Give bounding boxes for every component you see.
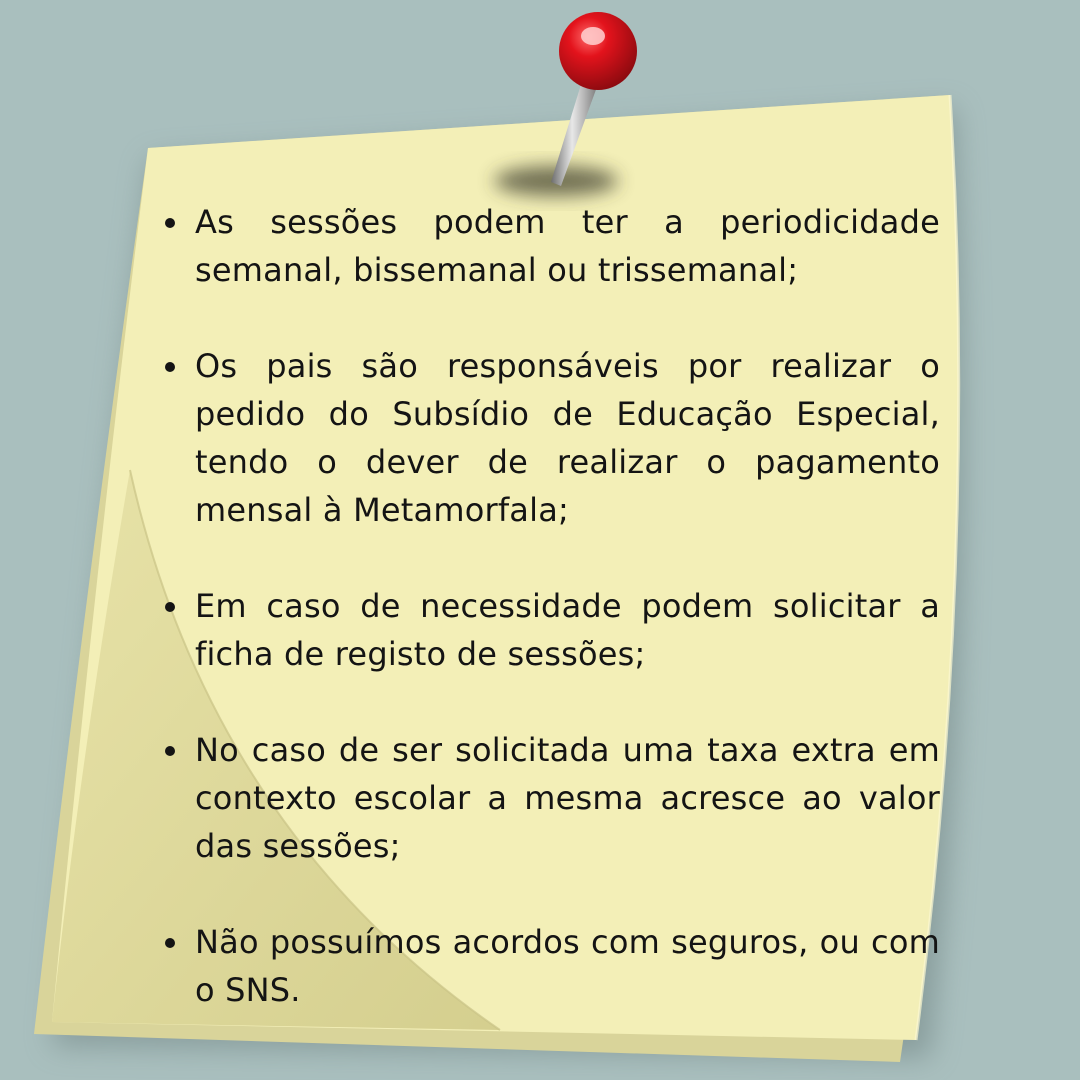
list-item-text: No caso de ser solicitada uma taxa extra em contexto escolar a mesma acresce ao valor das sessões;	[195, 731, 940, 865]
list-item-text: Em caso de necessidade podem solicitar a ficha de registo de sessões;	[195, 587, 940, 673]
list-item	[162, 198, 940, 294]
rules-list	[162, 198, 940, 1062]
list-item	[162, 726, 940, 870]
list-item-text: Não possuímos acordos com seguros, ou com o SNS.	[195, 923, 940, 1009]
list-item-text: Os pais são responsáveis por realizar o pedido do Subsídio de Educação Especial, tendo o dever de realizar o pagamento mensal à Metamorfala;	[195, 347, 940, 529]
list-item	[162, 582, 940, 678]
list-item-text: As sessões podem ter a periodicidade semanal, bissemanal ou trissemanal;	[195, 203, 940, 289]
list-item	[162, 918, 940, 1014]
list-item	[162, 342, 940, 534]
